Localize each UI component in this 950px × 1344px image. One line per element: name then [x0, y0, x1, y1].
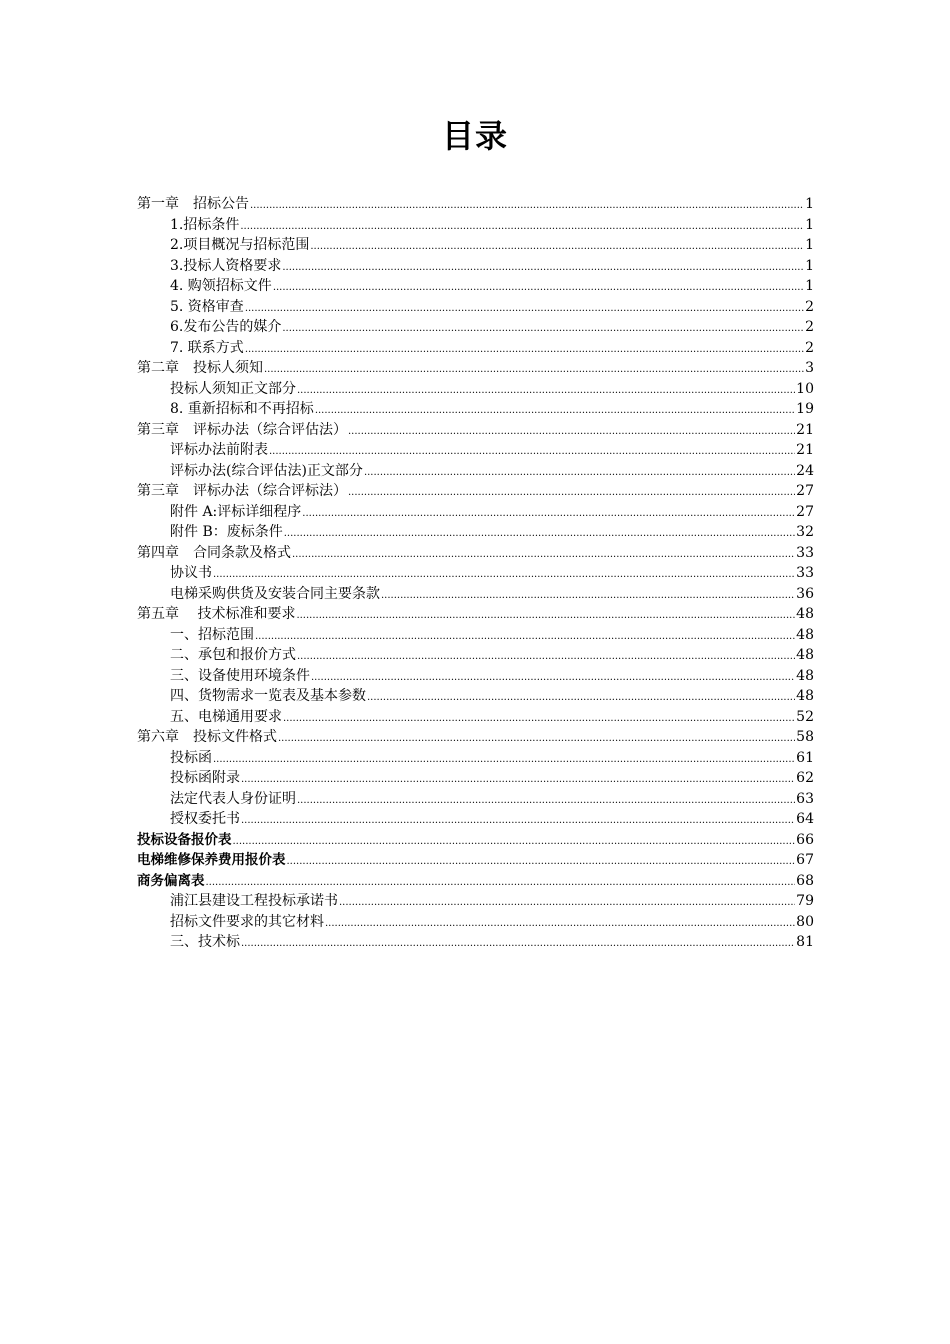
- toc-entry[interactable]: [137, 789, 814, 810]
- toc-entry-page: 27: [796, 503, 814, 520]
- toc-entry[interactable]: [137, 379, 814, 400]
- toc-entry-label: 法定代表人身份证明: [170, 790, 296, 807]
- toc-entry[interactable]: [137, 235, 814, 256]
- toc-dot-leader: [325, 914, 795, 935]
- toc-dot-leader: [255, 627, 795, 648]
- toc-dot-leader: [283, 709, 795, 730]
- toc-entry[interactable]: [137, 481, 814, 502]
- toc-dot-leader: [241, 770, 795, 791]
- toc-dot-leader: [273, 278, 804, 299]
- toc-dot-leader: [245, 340, 804, 361]
- toc-entry-label: 5. 资格审查: [170, 298, 244, 315]
- toc-entry-page: 10: [796, 380, 814, 397]
- toc-dot-leader: [269, 442, 795, 463]
- toc-entry-page: 67: [796, 852, 814, 868]
- toc-entry[interactable]: [137, 891, 814, 912]
- toc-dot-leader: [315, 401, 795, 422]
- toc-dot-leader: [310, 237, 804, 258]
- toc-entry-label: 五、电梯通用要求: [170, 708, 282, 725]
- toc-entry-page: 1: [805, 278, 814, 294]
- toc-entry-page: 36: [796, 585, 814, 602]
- toc-entry[interactable]: [137, 317, 814, 338]
- toc-entry-label: 第二章 投标人须知: [137, 360, 263, 376]
- toc-entry[interactable]: [137, 727, 814, 748]
- toc-entry-page: 27: [796, 483, 814, 499]
- toc-entry-page: 3: [805, 360, 814, 376]
- toc-entry[interactable]: [137, 297, 814, 318]
- toc-dot-leader: [245, 299, 804, 320]
- toc-dot-leader: [250, 196, 804, 217]
- toc-entry[interactable]: [137, 932, 814, 953]
- toc-entry-label: 第三章 评标办法（综合评估法）: [137, 421, 347, 438]
- toc-entry[interactable]: [137, 543, 814, 564]
- toc-entry-page: 33: [796, 565, 814, 581]
- toc-dot-leader: [364, 463, 795, 484]
- toc-entry-label: 一、招标范围: [170, 626, 254, 643]
- toc-dot-leader: [213, 750, 795, 771]
- toc-entry-page: 48: [796, 606, 814, 622]
- toc-entry[interactable]: [137, 666, 814, 687]
- toc-entry[interactable]: [137, 645, 814, 666]
- toc-dot-leader: [302, 504, 795, 525]
- toc-entry-page: 1: [805, 216, 814, 233]
- toc-dot-leader: [297, 381, 795, 402]
- toc-dot-leader: [241, 811, 795, 832]
- toc-entry-page: 62: [796, 770, 814, 786]
- toc-entry-page: 58: [796, 729, 814, 745]
- toc-entry[interactable]: [137, 830, 814, 851]
- toc-entry-page: 63: [796, 790, 814, 807]
- toc-entry-label: 授权委托书: [170, 811, 240, 827]
- toc-entry-page: 19: [796, 401, 814, 417]
- toc-dot-leader: [348, 422, 795, 443]
- toc-entry-label: 1.招标条件: [170, 216, 240, 233]
- toc-entry-page: 2: [805, 319, 814, 335]
- toc-dot-leader: [282, 319, 804, 340]
- toc-entry[interactable]: [137, 809, 814, 830]
- toc-dot-leader: [278, 729, 795, 750]
- toc-entry[interactable]: [137, 912, 814, 933]
- toc-entry[interactable]: [137, 871, 814, 892]
- toc-entry-label: 电梯采购供货及安装合同主要条款: [170, 585, 380, 602]
- toc-entry-page: 21: [796, 442, 814, 458]
- toc-entry[interactable]: [137, 768, 814, 789]
- toc-entry-page: 1: [805, 237, 814, 253]
- toc-dot-leader: [348, 483, 795, 504]
- toc-entry[interactable]: [137, 604, 814, 625]
- toc-entry-page: 21: [796, 421, 814, 438]
- toc-entry-label: 投标设备报价表: [137, 831, 232, 848]
- toc-entry-label: 招标文件要求的其它材料: [170, 913, 324, 930]
- toc-entry-page: 2: [805, 298, 814, 315]
- toc-dot-leader: [381, 586, 795, 607]
- toc-entry-label: 2.项目概况与招标范围: [170, 237, 310, 253]
- toc-entry[interactable]: [137, 584, 814, 605]
- toc-entry-label: 6.发布公告的媒介: [170, 319, 282, 335]
- toc-entry[interactable]: [137, 707, 814, 728]
- toc-entry-label: 电梯维修保养费用报价表: [137, 852, 286, 868]
- toc-entry[interactable]: [137, 215, 814, 236]
- toc-entry-page: 66: [796, 831, 814, 848]
- toc-dot-leader: [367, 688, 795, 709]
- toc-entry-label: 附件 B：废标条件: [170, 524, 283, 540]
- toc-dot-leader: [284, 524, 795, 545]
- toc-dot-leader: [287, 852, 796, 873]
- toc-entry-label: 8. 重新招标和不再招标: [170, 401, 314, 417]
- toc-dot-leader: [241, 934, 795, 955]
- toc-entry-page: 2: [805, 339, 814, 356]
- toc-entry-label: 第六章 投标文件格式: [137, 729, 277, 745]
- toc-entry-page: 80: [796, 913, 814, 930]
- toc-entry-page: 32: [796, 524, 814, 540]
- toc-dot-leader: [292, 545, 795, 566]
- toc-entry-label: 评标办法(综合评估法)正文部分: [170, 462, 363, 479]
- toc-entry[interactable]: [137, 338, 814, 359]
- toc-entry-label: 评标办法前附表: [170, 442, 268, 458]
- toc-entry[interactable]: [137, 276, 814, 297]
- toc-entry-page: 68: [796, 872, 814, 889]
- toc-dot-leader: [240, 217, 804, 238]
- toc-dot-leader: [282, 258, 804, 279]
- toc-dot-leader: [296, 606, 795, 627]
- toc-dot-leader: [206, 873, 796, 894]
- toc-entry-label: 投标人须知正文部分: [170, 380, 296, 397]
- toc-entry-label: 四、货物需求一览表及基本参数: [170, 688, 366, 704]
- toc-dot-leader: [297, 791, 795, 812]
- toc-entry[interactable]: [137, 625, 814, 646]
- toc-dot-leader: [311, 668, 795, 689]
- toc-entry-page: 79: [796, 893, 814, 909]
- toc-entry-label: 第三章 评标办法（综合评标法）: [137, 483, 347, 499]
- toc-entry[interactable]: [137, 440, 814, 461]
- toc-entry-page: 64: [796, 811, 814, 827]
- toc-entry-label: 投标函: [170, 749, 212, 766]
- toc-entry-label: 3.投标人资格要求: [170, 257, 282, 274]
- toc-entry-label: 二、承包和报价方式: [170, 647, 296, 663]
- toc-entry-page: 48: [796, 647, 814, 663]
- toc-entry[interactable]: [137, 420, 814, 441]
- toc-entry-label: 投标函附录: [170, 770, 240, 786]
- toc-entry-label: 附件 A:评标详细程序: [170, 503, 302, 520]
- toc-entry-page: 81: [796, 934, 814, 950]
- toc-entry-label: 7. 联系方式: [170, 339, 244, 356]
- toc-dot-leader: [297, 647, 795, 668]
- toc-entry[interactable]: [137, 850, 814, 871]
- toc-entry-page: 48: [796, 688, 814, 704]
- toc-entry[interactable]: [137, 399, 814, 420]
- table-of-contents: [137, 194, 814, 953]
- toc-dot-leader: [339, 893, 795, 914]
- toc-entry[interactable]: [137, 194, 814, 215]
- toc-entry-page: 61: [796, 749, 814, 766]
- toc-entry-label: 协议书: [170, 565, 212, 581]
- toc-title: 目录: [441, 117, 508, 155]
- toc-entry-page: 33: [796, 544, 814, 561]
- toc-entry-page: 24: [796, 462, 814, 479]
- toc-entry[interactable]: [137, 256, 814, 277]
- toc-entry[interactable]: [137, 502, 814, 523]
- toc-entry-label: 三、技术标: [170, 934, 240, 950]
- toc-dot-leader: [264, 360, 804, 381]
- toc-entry[interactable]: [137, 358, 814, 379]
- toc-entry-page: 1: [805, 257, 814, 274]
- toc-entry-page: 48: [796, 626, 814, 643]
- toc-entry[interactable]: [137, 461, 814, 482]
- toc-entry[interactable]: [137, 748, 814, 769]
- toc-entry-page: 1: [805, 196, 814, 212]
- toc-entry[interactable]: [137, 563, 814, 584]
- toc-entry[interactable]: [137, 686, 814, 707]
- toc-dot-leader: [213, 565, 795, 586]
- toc-dot-leader: [233, 832, 796, 853]
- toc-entry-label: 第五章 技术标准和要求: [137, 606, 296, 622]
- toc-entry-label: 第一章 招标公告: [137, 196, 249, 212]
- toc-entry[interactable]: [137, 522, 814, 543]
- toc-entry-page: 52: [796, 708, 814, 725]
- toc-entry-label: 商务偏离表: [137, 872, 205, 889]
- toc-entry-label: 4. 购领招标文件: [170, 278, 272, 294]
- toc-entry-label: 第四章 合同条款及格式: [137, 544, 291, 561]
- toc-entry-label: 浦江县建设工程投标承诺书: [170, 893, 338, 909]
- toc-entry-page: 48: [796, 667, 814, 684]
- toc-entry-label: 三、设备使用环境条件: [170, 667, 310, 684]
